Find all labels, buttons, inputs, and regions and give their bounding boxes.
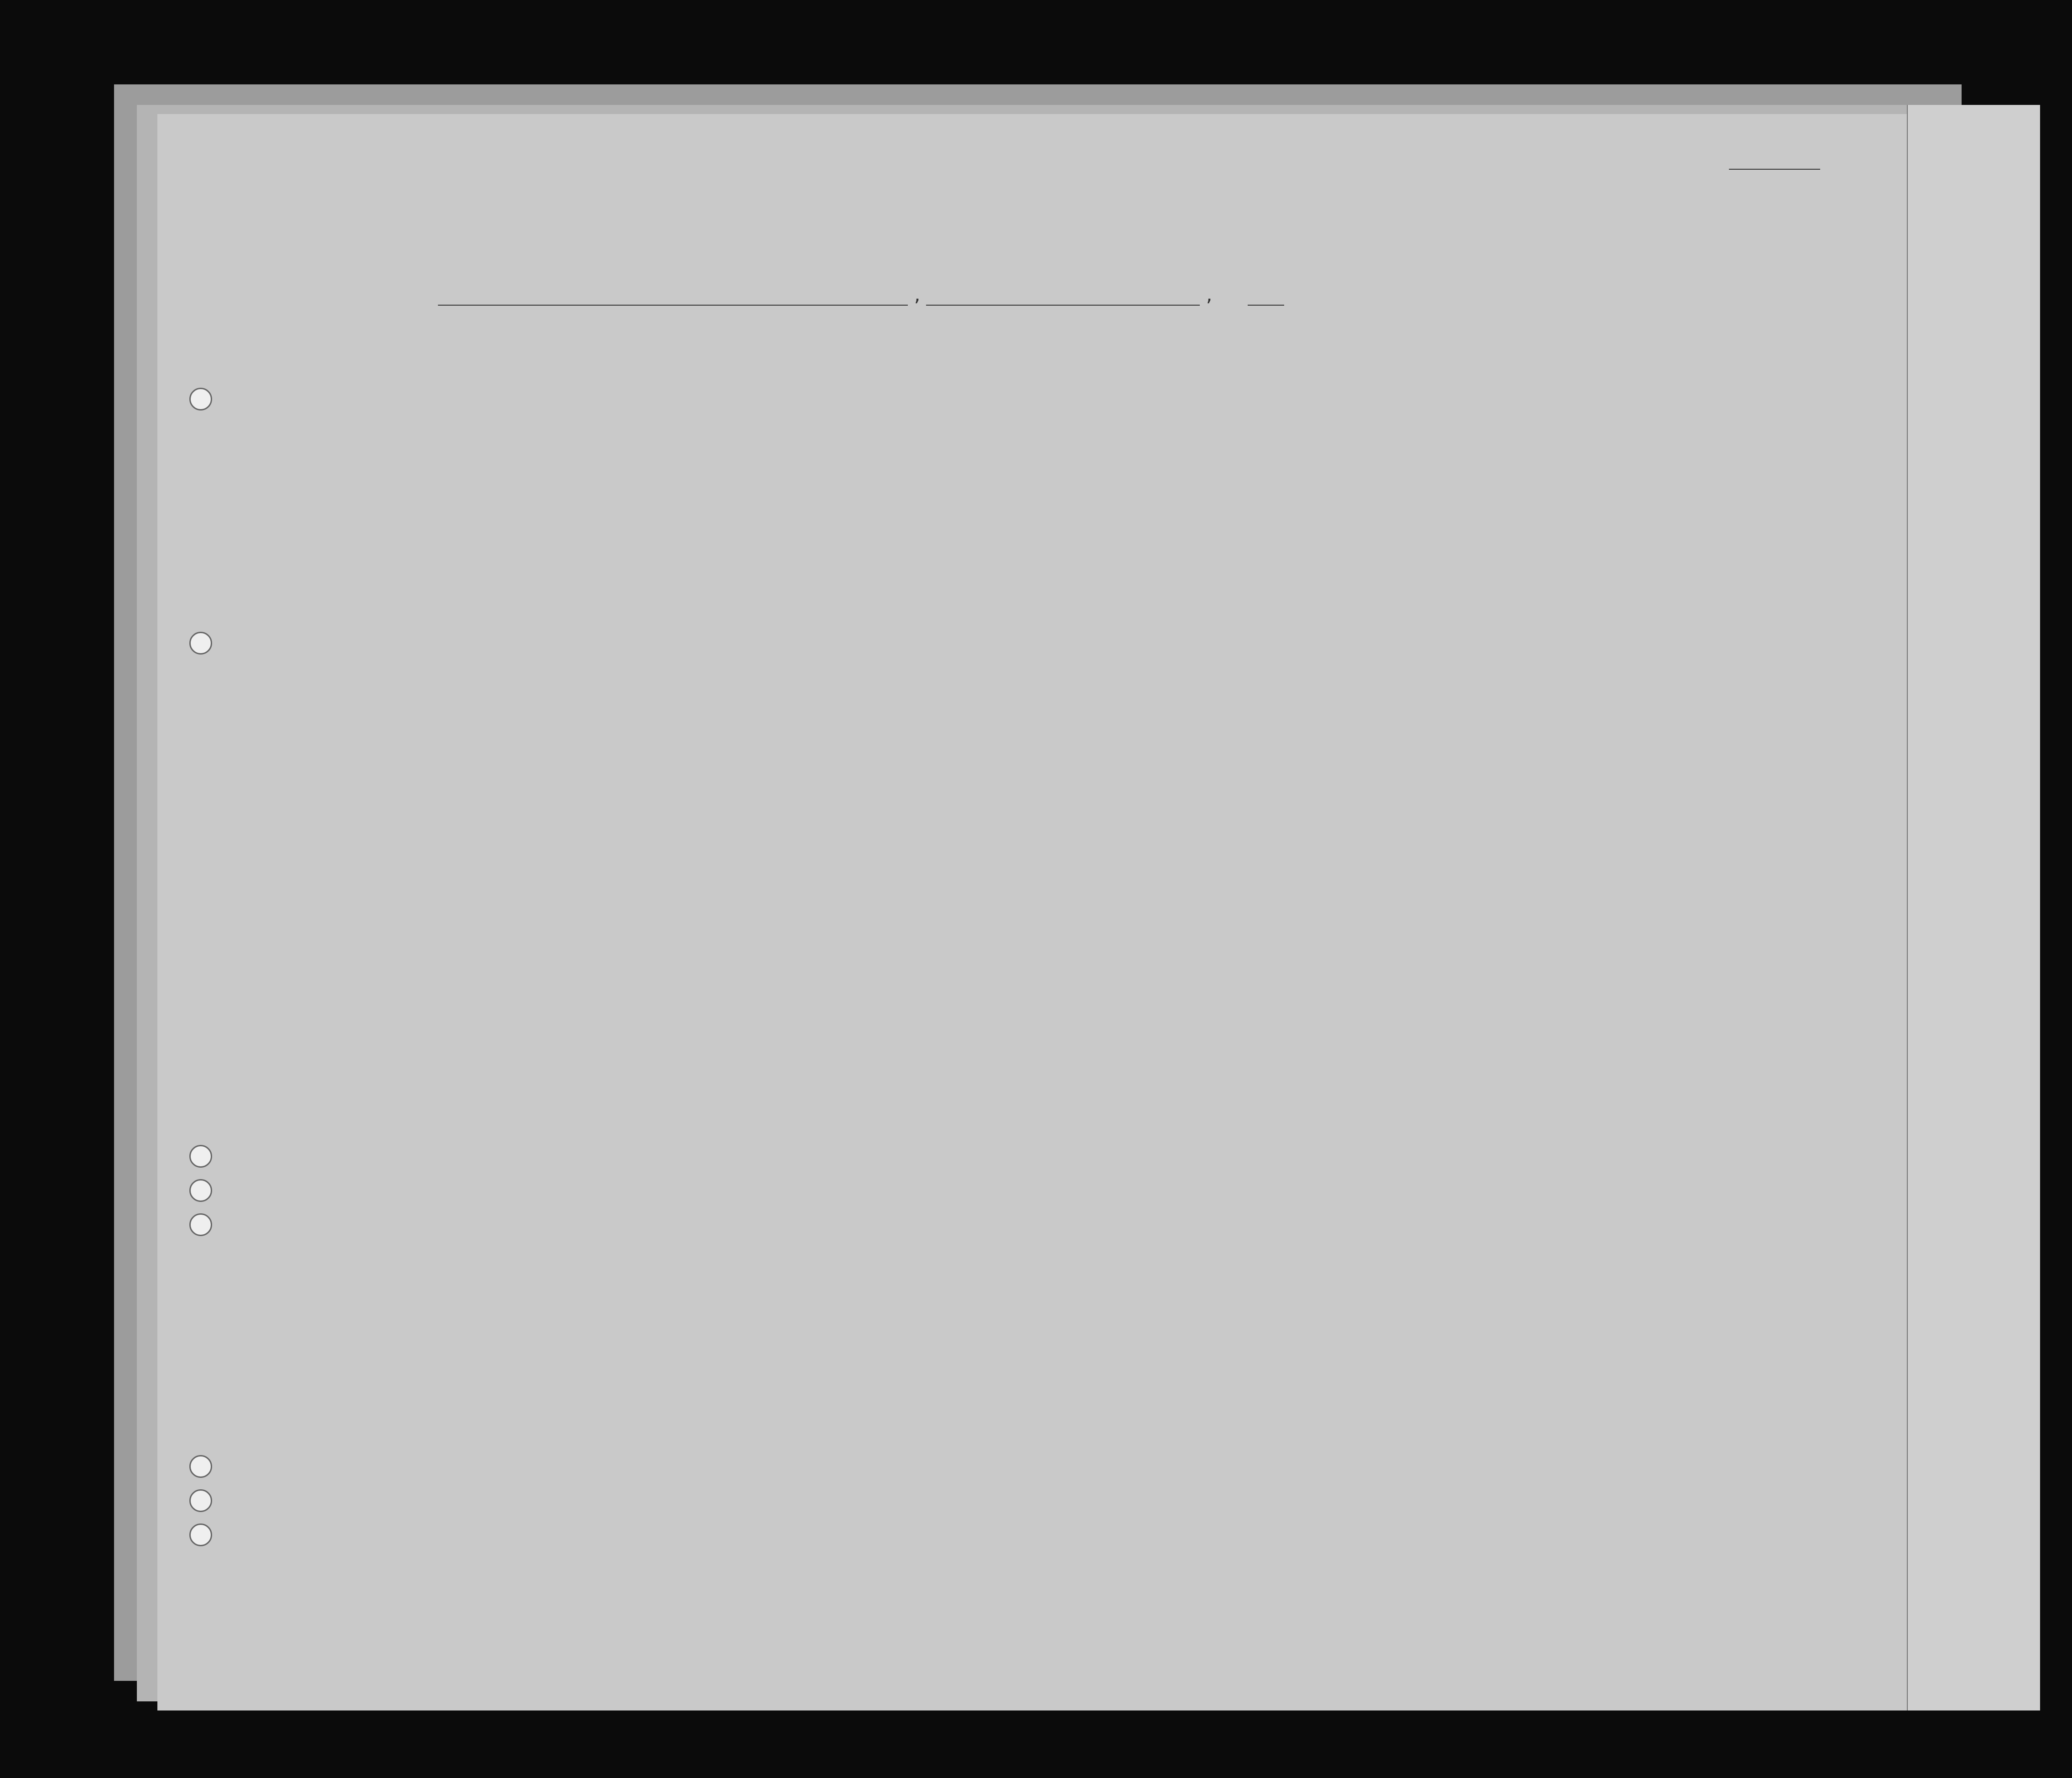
header-feet [1610,433,1629,474]
header-purpose-c [1241,365,1277,479]
header-q29 [1423,360,1458,479]
header-ticket [657,360,684,479]
header-purpose-a [1154,365,1191,479]
header-inches [1631,433,1651,474]
header-q28 [1373,360,1419,479]
header-money [773,360,791,479]
header-polygamist [1321,360,1343,479]
comma: , [1204,286,1214,305]
comma: , [912,286,922,305]
header-prison [1291,360,1316,479]
header-purpose-b [1195,365,1232,479]
header-anarchist [1346,360,1369,479]
header-q30 [1462,360,1496,479]
